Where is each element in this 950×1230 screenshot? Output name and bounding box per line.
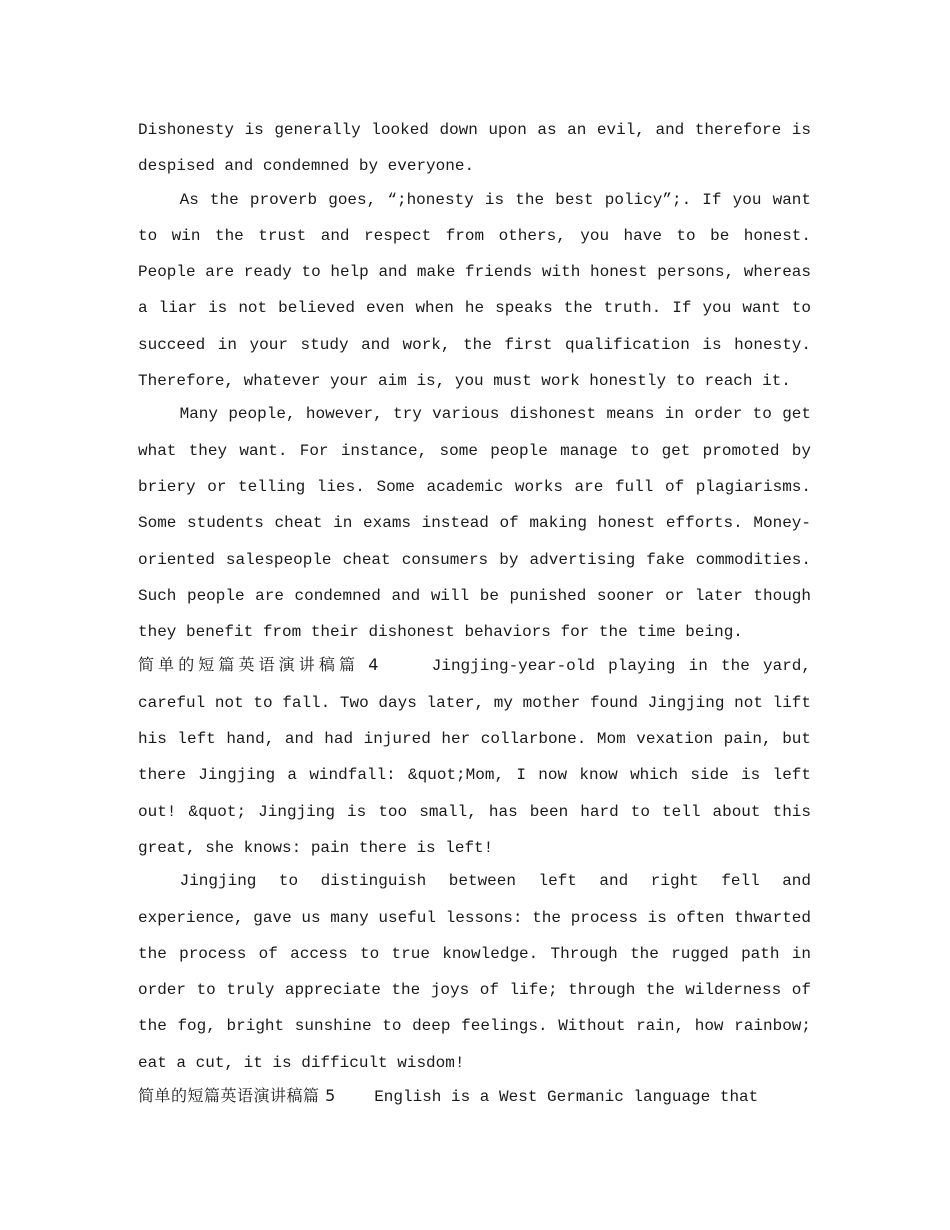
paragraph-dishonest-means <box>138 396 811 650</box>
paragraph-text: Dishonesty is generally looked down upon as an evil, and therefore is despised and condemned by everyone. <box>138 121 811 176</box>
paragraph-text: Jingjing-year-old playing in the yard, careful not to fall. Two days later, my mother found Jingjing not lift his left hand, and had injured her collarbone. Mom vexation pain, but there Jingjing a windfall: &quot;Mom, I now know which side is left out! &quot; Jingjing is too small, has been hard to tell about this great, she knows: pain there is left! <box>138 657 811 857</box>
paragraph-text: Jingjing to distinguish between left and right fell and experience, gave us many useful lessons: the process is often thwarted the process of access to true knowledge. Through the rugged path in order to truly appreciate the joys of life; through the wilderness of the fog, bright sunshine to deep feelings. Without rain, how rainbow; eat a cut, it is difficult wisdom! <box>138 872 811 1072</box>
paragraph-dishonesty-intro <box>138 112 811 185</box>
paragraph-speech-4 <box>138 647 811 866</box>
section-heading-4: 简单的短篇英语演讲稿篇 4 <box>138 655 379 675</box>
paragraph-text: Many people, however, try various dishonest means in order to get what they want. For instance, some people manage to get promoted by briery or telling lies. Some academic works are full of plagiarisms. Some students cheat in exams instead of making honest efforts. Money-oriented salespeople cheat consumers by advertising fake commodities. Such people are condemned and will be punished sooner or later though they benefit from their dishonest behaviors for the time being. <box>138 405 811 642</box>
paragraph-speech-5 <box>138 1078 811 1115</box>
paragraph-text: English is a West Germanic language that <box>374 1088 759 1107</box>
document-page <box>138 112 811 1115</box>
paragraph-text: As the proverb goes, “;honesty is the best policy”;. If you want to win the trust and respect from others, you have to be honest. People are ready to help and make friends with honest persons, whereas a liar is not believed even when he speaks the truth. If you want to succeed in your study and work, the first qualification is honesty. Therefore, whatever your aim is, you must work honestly to reach it. <box>138 190 811 391</box>
paragraph-lessons <box>138 863 811 1081</box>
paragraph-honesty-policy <box>138 182 811 400</box>
section-heading-5: 简单的短篇英语演讲稿篇 5 <box>138 1086 336 1106</box>
